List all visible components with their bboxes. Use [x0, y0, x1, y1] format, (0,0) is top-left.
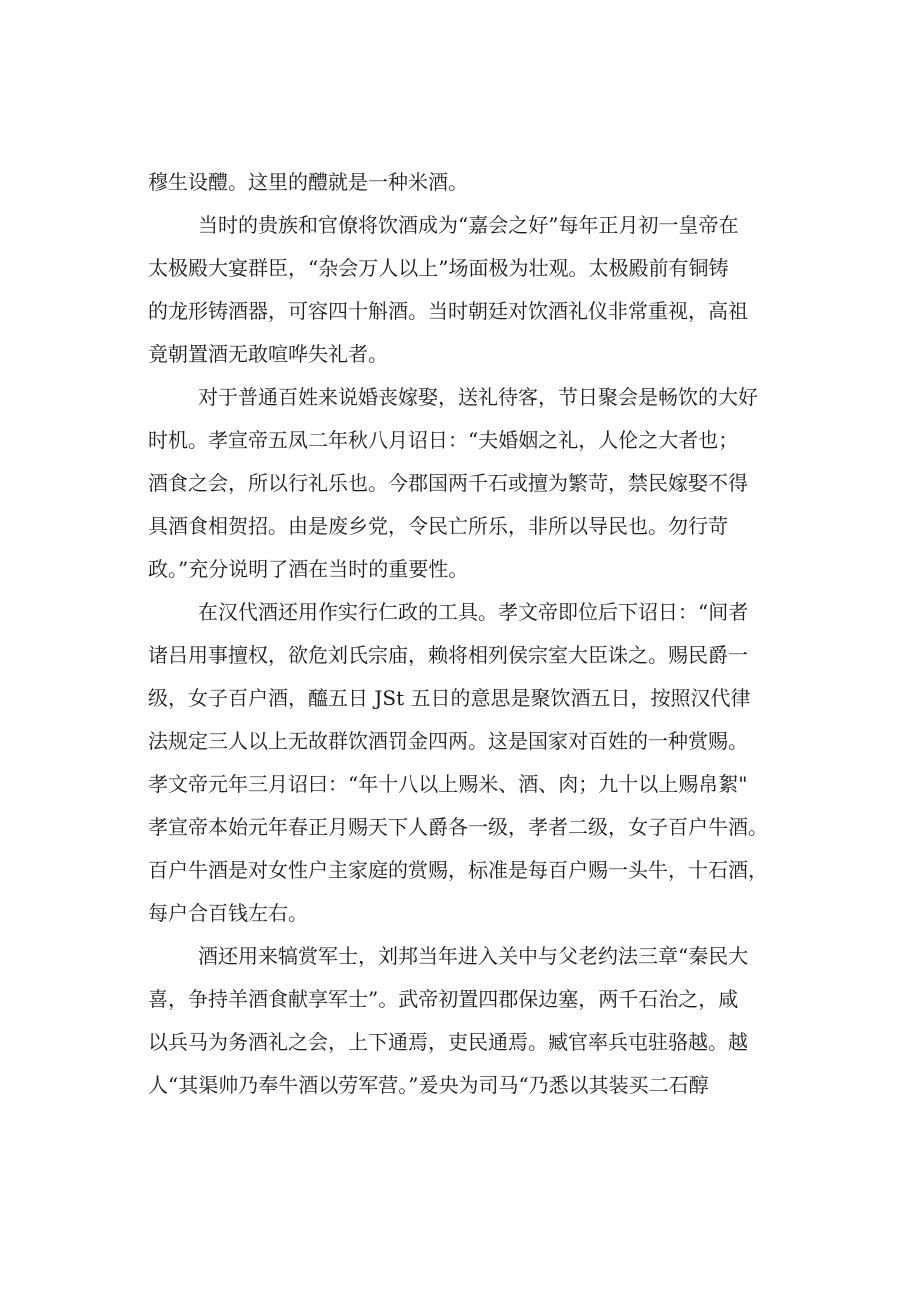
text-line: 孝文帝元年三月诏曰：“年十八以上赐米、酒、肉；九十以上赐帛絮" [148, 772, 748, 796]
text-line: 诸吕用事擅权，欲危刘氏宗庙，赖将相列侯宗室大臣诛之。赐民爵一 [148, 643, 748, 667]
text-line: 酒食之会，所以行礼乐也。今郡国两千石或擅为繁苛，禁民嫁娶不得 [148, 471, 748, 495]
text-line: 的龙形铸酒器，可容四十斛酒。当时朝廷对饮酒礼仪非常重视，高祖 [148, 299, 748, 323]
text-line: 法规定三人以上无故群饮酒罚金四两。这是国家对百姓的一种赏赐。 [148, 729, 748, 753]
paragraph-first-line: 对于普通百姓来说婚丧嫁娶，送礼待客，节日聚会是畅饮的大好 [198, 385, 758, 409]
paragraph-first-line: 当时的贵族和官僚将饮酒成为“嘉会之好”每年正月初一皇帝在 [198, 213, 739, 237]
text-line: 以兵马为务酒礼之会，上下通焉，吏民通焉。臧官率兵屯驻骆越。越 [148, 1030, 748, 1054]
paragraph-first-line: 酒还用来犒赏军士，刘邦当年进入关中与父老约法三章“秦民大 [198, 944, 749, 968]
text-line: 穆生设醴。这里的醴就是一种米酒。 [148, 170, 468, 194]
text-line: 太极殿大宴群臣，“杂会万人以上”场面极为壮观。太极殿前有铜铸 [148, 256, 729, 280]
text-line: 喜，争持羊酒食献享军士”。武帝初置四郡保边塞，两千石治之，咸 [148, 987, 739, 1011]
text-line: 政。”充分说明了酒在当时的重要性。 [148, 557, 469, 581]
text-line: 级，女子百户酒，醯五日 JSt 五日的意思是聚饮酒五日，按照汉代律 [148, 686, 751, 710]
text-line: 每户合百钱左右。 [148, 901, 308, 925]
text-line: 人“其渠帅乃奉牛酒以劳军营。”爰央为司马“乃悉以其装买二石醇 [148, 1073, 709, 1097]
paragraph-first-line: 在汉代酒还用作实行仁政的工具。孝文帝即位后下诏日：“间者 [198, 600, 749, 624]
text-line: 时机。孝宣帝五凤二年秋八月诏日：“夫婚姻之礼，人伦之大者也； [148, 428, 739, 452]
text-line: 百户牛酒是对女性户主家庭的赏赐，标准是每百户赐一头牛，十石酒， [148, 858, 768, 882]
text-line: 孝宣帝本始元年春正月赐天下人爵各一级，孝者二级，女子百户牛酒。 [148, 815, 768, 839]
text-line: 具酒食相贺招。由是废乡党，令民亡所乐，非所以导民也。勿行苛 [148, 514, 728, 538]
text-line: 竟朝置酒无敢喧哗失礼者。 [148, 342, 388, 366]
